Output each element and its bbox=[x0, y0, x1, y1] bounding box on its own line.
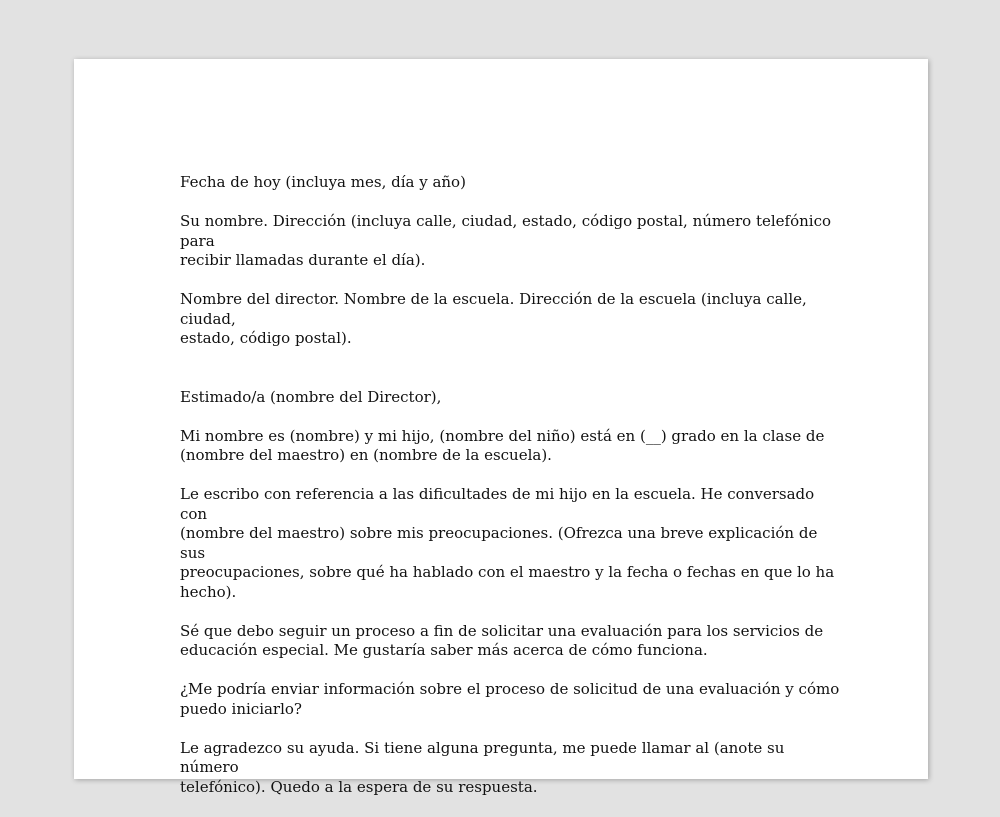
intro-paragraph: Mi nombre es (nombre) y mi hijo, (nombre del niño) está en (__) grado en la clase de (nombre del maestro) en (nombre de la escuela). bbox=[180, 426, 825, 464]
salutation: Estimado/a (nombre del Director), bbox=[180, 387, 442, 406]
concerns-paragraph: Le escribo con referencia a las dificultades de mi hijo en la escuela. He conversado con (nombre del maestro) sobre mis preocupaciones. (Ofrezca una breve explicación de sus preocupaciones, sobre qué ha hablado con el maestro y la fecha o fechas en que lo ha hecho). bbox=[180, 485, 835, 601]
process-paragraph: Sé que debo seguir un proceso a fin de solicitar una evaluación para los servicios de educación especial. Me gustaría saber más acerca de cómo funciona. bbox=[180, 621, 824, 659]
document-page bbox=[74, 59, 928, 796]
recipient-address: Nombre del director. Nombre de la escuela. Dirección de la escuela (incluya calle, ciudad, estado, código postal). bbox=[180, 290, 807, 347]
closing-paragraph: Le agradezco su ayuda. Si tiene alguna pregunta, me puede llamar al (anote su número telefónico). Quedo a la espera de su respuesta. bbox=[180, 738, 785, 796]
letter-body bbox=[180, 173, 840, 817]
date-line: Fecha de hoy (incluya mes, día y año) bbox=[180, 173, 466, 191]
sender-address: Su nombre. Dirección (incluya calle, ciudad, estado, código postal, número telefónico para recibir llamadas durante el día). bbox=[180, 212, 832, 269]
request-paragraph: ¿Me podría enviar información sobre el proceso de solicitud de una evaluación y cómo puedo iniciarlo? bbox=[180, 680, 840, 718]
